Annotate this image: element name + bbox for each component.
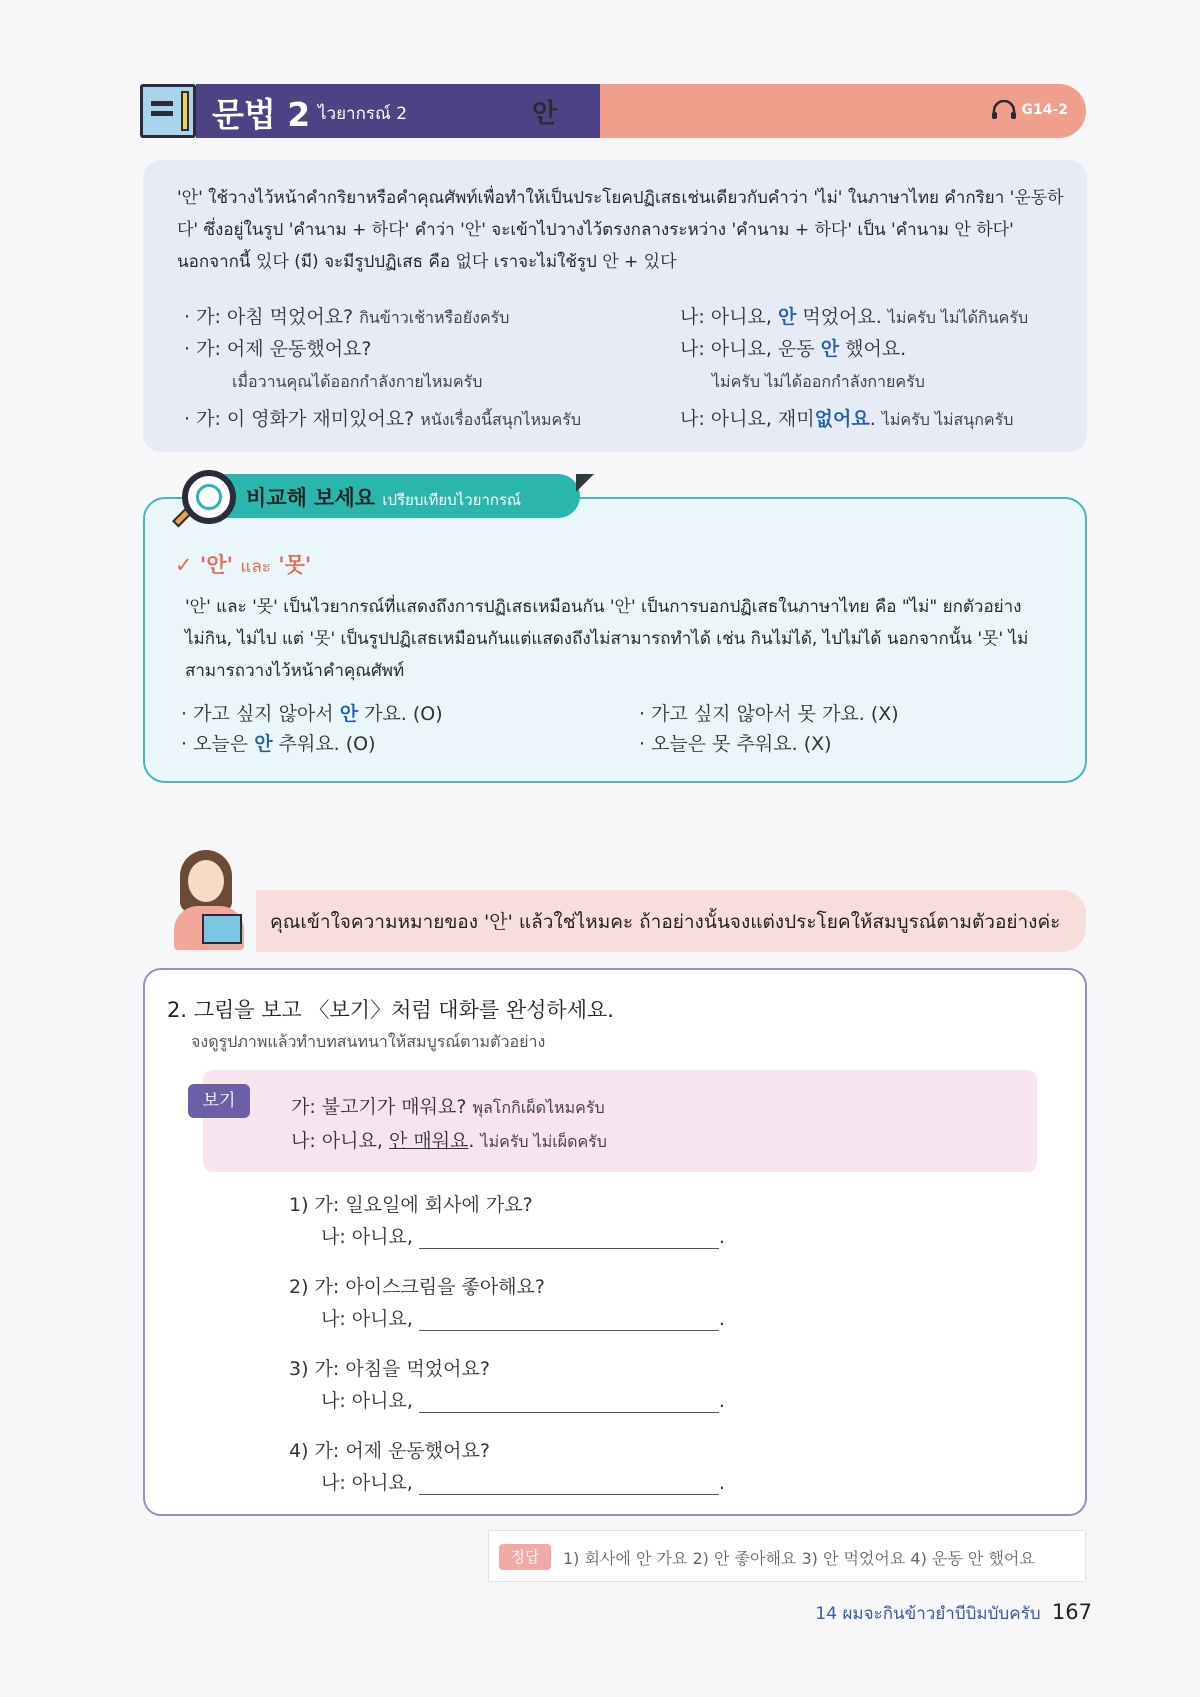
example-2-a-thai-line xyxy=(712,370,925,395)
grammar-title: 문법 2 xyxy=(212,95,311,134)
example-1-a-part1: 나: 아니요, xyxy=(680,306,772,328)
answer-3-prefix: 나: 아니요, xyxy=(321,1390,413,1412)
answer-key-text: 1) 회사에 안 가요 2) 안 좋아해요 3) 안 먹었어요 4) 운동 안 했어요 xyxy=(563,1549,1035,1568)
explanation-text: '안' ใช้วางไว้หน้าคำกริยาหรือคำคุณศัพท์เพื่อทำให้เป็นประโยคปฏิเสธเช่นเดียวกับคำว่า 'ไม่' ในภาษาไทย คำกริยา '운동하다' ซึ่งอยู่ในรูป 'คำนาม + 하다' คำว่า '안' จะเข้าไปวางไว้ตรงกลางระหว่าง 'คำนาม + 하다' เป็น 'คำนาม 안 하다' นอกจากนี้ 있다 (มี) จะมีรูปปฏิเสธ คือ 없다 เราจะไม่ใช้รูป 안 + 있다 xyxy=(177,188,1064,272)
compare-title-ko: 비교해 보세요 xyxy=(246,486,376,510)
example-1-answer xyxy=(680,302,1028,331)
grammar-header xyxy=(140,84,1086,138)
book-icon xyxy=(140,84,196,138)
compare-example-1-right: · 가고 싶지 않아서 못 가요. (X) xyxy=(639,703,899,725)
example-3-q-th: หนังเรื่องนี้สนุกไหมครับ xyxy=(420,410,581,429)
exercise-box xyxy=(143,968,1087,1516)
example-2-q-th: เมื่อวานคุณได้ออกกำลังกายไหมครับ xyxy=(232,372,483,391)
example-a-part2: . xyxy=(468,1130,475,1152)
example-3-answer xyxy=(680,404,1013,433)
example-2-a-highlight: 안 xyxy=(820,338,840,360)
example-1-a-highlight: 안 xyxy=(777,306,797,328)
example-3-question: · 가: 이 영화가 재미있어요? หนังเรื่องนี้สนุกไหมครับ xyxy=(184,408,581,430)
example-answer xyxy=(291,1126,607,1155)
answer-4-prefix: 나: 아니요, xyxy=(321,1472,413,1494)
teacher-illustration xyxy=(170,850,262,950)
compare-ex2-part2: 추워요. (O) xyxy=(278,733,376,755)
question-2: 2) 가: 아이스크림을 좋아해요? xyxy=(289,1276,545,1298)
check-icon: ✓ xyxy=(175,553,193,577)
compare-title-th: เปรียบเทียบไวยากรณ์ xyxy=(382,491,521,509)
example-1-q-ko: 가: 아침 먹었어요? xyxy=(196,306,354,328)
example-2-question: · 가: 어제 운동했어요? xyxy=(184,338,372,360)
example-q-th: พุลโกกิเผ็ดไหมครับ xyxy=(472,1098,605,1117)
instruction-banner xyxy=(256,890,1086,952)
compare-subtitle xyxy=(175,549,311,580)
example-2-a-part2: 했어요. xyxy=(845,338,907,360)
answer-3-line: 나: 아니요, . xyxy=(321,1390,725,1412)
compare-example-1-left xyxy=(181,699,443,726)
example-box xyxy=(203,1070,1037,1172)
instruction-text: คุณเข้าใจความหมายของ '안' แล้วใช่ไหมคะ ถ้าอย่างนั้นจงแต่งประโยคให้สมบูรณ์ตามตัวอย่างค่ะ xyxy=(270,911,1061,933)
compare-ex1-part1: · 가고 싶지 않아서 xyxy=(181,703,334,725)
exercise-subtitle: จงดูรูปภาพแล้วทำบทสนทนาให้สมบูรณ์ตามตัวอย่าง xyxy=(191,1032,546,1051)
example-1-q-th: กินข้าวเช้าหรือยังครับ xyxy=(359,308,510,327)
compare-text: '안' และ '못' เป็นไวยากรณ์ที่แสดงถึงการปฏิเสธเหมือนกัน '안' เป็นการบอกปฏิเสธในภาษาไทย คือ "ไม่" ยกตัวอย่าง ไม่กิน, ไม่ไป แต่ '못' เป็นรูปปฏิเสธเหมือนกันแต่แสดงถึงไม่สามารถทำได้ เช่น กินไม่ได้, ไปไม่ได้ นอกจากนั้น '못' ไม่สามารถวางไว้หน้าคำคุณศัพท์ xyxy=(185,597,1029,681)
grammar-point: 안 xyxy=(532,99,558,129)
example-3-a-highlight: 없어요 xyxy=(814,408,870,430)
answer-2-line: 나: 아니요, . xyxy=(321,1308,725,1330)
answer-key-tag: 정답 xyxy=(499,1544,551,1570)
answer-2-blank[interactable] xyxy=(419,1311,719,1331)
compare-ex2-part1: · 오늘은 xyxy=(181,733,249,755)
compare-title xyxy=(246,482,521,512)
answer-4-line: 나: 아니요, . xyxy=(321,1472,725,1494)
magnifier-icon xyxy=(182,470,236,524)
example-3-a-part2: . xyxy=(869,408,876,430)
answer-4-blank[interactable] xyxy=(419,1475,719,1495)
example-2-q-ko: 가: 어제 운동했어요? xyxy=(196,338,372,360)
page-footer xyxy=(815,1600,1092,1627)
question-3: 3) 가: 아침을 먹었어요? xyxy=(289,1358,490,1380)
example-3-a-th: ไม่ครับ ไม่สนุกครับ xyxy=(881,410,1014,429)
compare-sub-a: '안' xyxy=(199,553,234,577)
compare-header xyxy=(200,474,580,518)
compare-sub-b: '못' xyxy=(278,553,312,577)
answer-key xyxy=(488,1530,1086,1582)
example-3-q-ko: 가: 이 영화가 재미있어요? xyxy=(196,408,415,430)
compare-example-2-right: · 오늘은 못 추워요. (X) xyxy=(639,733,832,755)
question-4: 4) 가: 어제 운동했어요? xyxy=(289,1440,490,1462)
example-question xyxy=(291,1092,605,1121)
example-2-answer xyxy=(680,334,906,361)
example-1-a-th: ไม่ครับ ไม่ได้กินครับ xyxy=(887,308,1029,327)
compare-ex1-highlight: 안 xyxy=(339,703,359,725)
example-a-th: ไม่ครับ ไม่เผ็ดครับ xyxy=(480,1132,607,1151)
page-number: 167 xyxy=(1051,1600,1092,1624)
audio-code: G14-2 xyxy=(1021,102,1068,118)
example-2-a-part1: 나: 아니요, 운동 xyxy=(680,338,815,360)
compare-sub-and: และ xyxy=(240,557,271,577)
answer-1-line: 나: 아니요, . xyxy=(321,1226,725,1248)
example-2-a-th: ไม่ครับ ไม่ได้ออกกำลังกายครับ xyxy=(712,372,925,391)
example-a-underlined: 안 매워요 xyxy=(388,1130,469,1152)
answer-3-blank[interactable] xyxy=(419,1393,719,1413)
compare-example-2-left xyxy=(181,729,376,756)
example-tag: 보기 xyxy=(188,1084,250,1118)
compare-ex2-highlight: 안 xyxy=(254,733,273,755)
example-a-part1: 나: 아니요, xyxy=(291,1130,383,1152)
grammar-title-thai: ไวยากรณ์ 2 xyxy=(318,104,408,124)
example-3-a-part1: 나: 아니요, 재미 xyxy=(680,408,815,430)
answer-2-prefix: 나: 아니요, xyxy=(321,1308,413,1330)
answer-1-prefix: 나: 아니요, xyxy=(321,1226,413,1248)
compare-box xyxy=(143,497,1087,783)
headphones-icon xyxy=(991,100,1017,120)
exercise-title: 2. 그림을 보고 〈보기〉처럼 대화를 완성하세요. xyxy=(167,998,614,1022)
example-q-ko: 가: 불고기가 매워요? xyxy=(291,1096,467,1118)
audio-track[interactable] xyxy=(991,100,1068,120)
example-1-question: · 가: 아침 먹었어요? กินข้าวเช้าหรือยังครับ xyxy=(184,306,510,328)
chapter-title: 14 ผมจะกินข้าวยำบีบิมบับครับ xyxy=(815,1604,1041,1624)
question-1: 1) 가: 일요일에 회사에 가요? xyxy=(289,1194,533,1216)
example-2-q-thai-line xyxy=(232,370,482,395)
example-1-a-part2: 먹었어요. xyxy=(802,306,882,328)
compare-ex1-part2: 가요. (O) xyxy=(364,703,443,725)
answer-1-blank[interactable] xyxy=(419,1229,719,1249)
